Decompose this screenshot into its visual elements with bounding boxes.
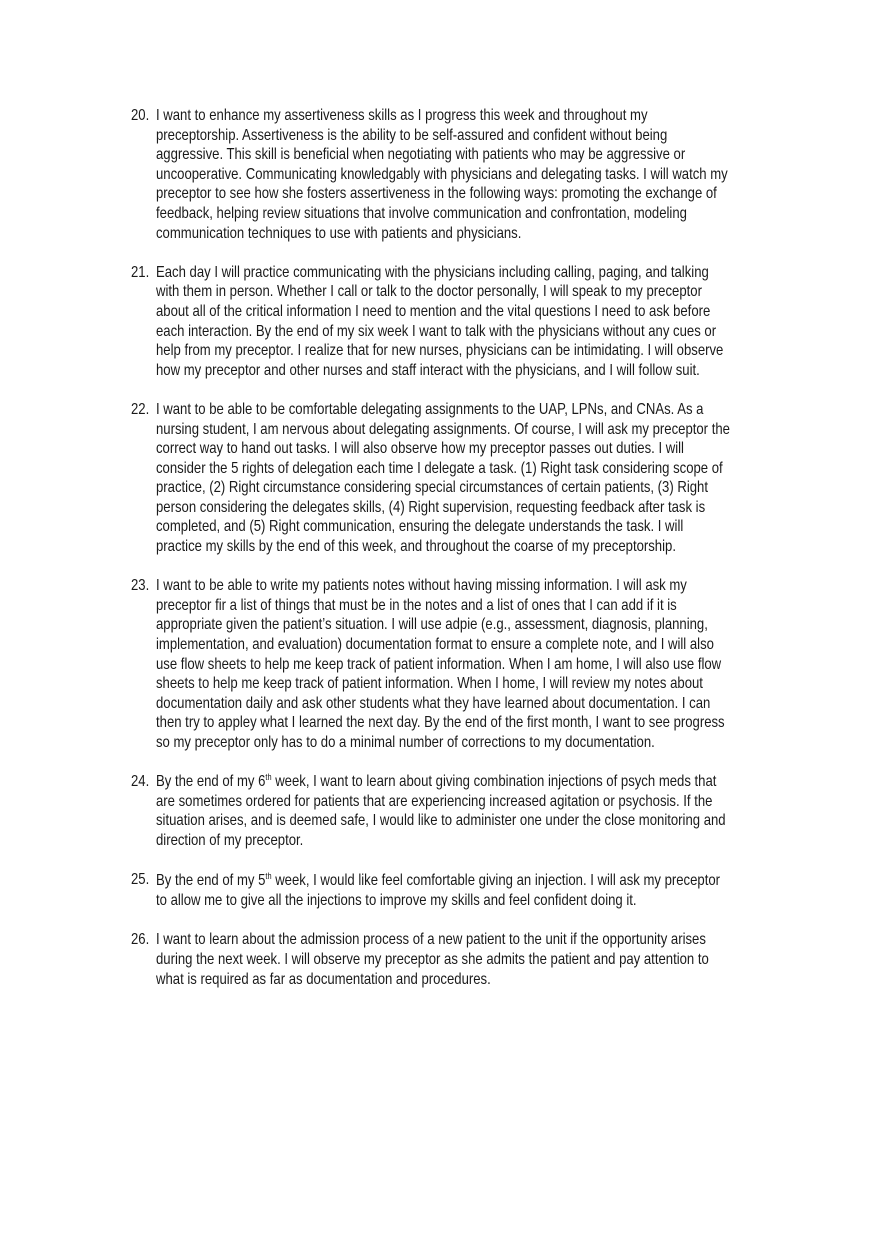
- item-number: 22.: [131, 400, 150, 418]
- item-text-line: consider the 5 rights of delegation each time I delegate a task. (1) Right task considering scope of: [156, 459, 723, 477]
- list-item: [131, 576, 791, 752]
- item-text-line: implementation, and evaluation) documentation format to ensure a complete note, and I will also: [156, 636, 714, 654]
- item-text-line: Each day I will practice communicating with the physicians including calling, paging, and talking: [156, 263, 709, 281]
- item-text-line: I want to learn about the admission process of a new patient to the unit if the opportunity arises: [156, 931, 706, 949]
- item-text-line: nursing student, I am nervous about delegating assignments. Of course, I will ask my preceptor the: [156, 420, 730, 438]
- text-segment: week, I want to learn about giving combination injections of psych meds that: [271, 773, 717, 791]
- item-text-line: situation arises, and is deemed safe, I would like to administer one under the close monitoring and: [156, 812, 726, 830]
- item-text-line: [156, 870, 721, 891]
- item-text-line: sheets to help me keep track of patient information. When I home, I will review my notes about: [156, 675, 703, 693]
- item-text-line: to allow me to give all the injections to improve my skills and feel confident doing it.: [156, 892, 637, 910]
- item-text-line: I want to enhance my assertiveness skills as I progress this week and throughout my: [156, 107, 648, 124]
- item-text-line: during the next week. I will observe my preceptor as she admits the patient and pay attention to: [156, 950, 709, 968]
- item-text-line: preceptor fir a list of things that must be in the notes and a list of ones that I can add if it is: [156, 596, 677, 614]
- text-segment: By the end of my 5: [156, 872, 266, 890]
- numbered-goal-list: [131, 106, 791, 1009]
- text-segment: By the end of my 6: [156, 773, 266, 791]
- item-text-line: uncooperative. Communicating knowledgably with physicians and delegating tasks. I will watch my: [156, 165, 728, 183]
- item-text-line: help from my preceptor. I realize that for new nurses, physicians can be intimidating. I will observe: [156, 342, 724, 360]
- item-text-line: appropriate given the patient’s situation. I will use adpie (e.g., assessment, diagnosis, planning,: [156, 616, 708, 634]
- item-number: 20.: [131, 107, 150, 124]
- list-item: [131, 930, 791, 989]
- item-text-line: preceptorship. Assertiveness is the ability to be self-assured and confident without being: [156, 126, 668, 144]
- ordinal-superscript: th: [265, 871, 272, 882]
- item-text-line: direction of my preceptor.: [156, 831, 304, 849]
- item-number: 26.: [131, 931, 150, 949]
- item-text-line: I want to be able to write my patients notes without having missing information. I will ask my: [156, 577, 687, 595]
- item-text-line: person considering the delegates skills, (4) Right supervision, requesting feedback after task is: [156, 498, 706, 516]
- item-text-line: documentation daily and ask other students what they have learned about documentation. I can: [156, 694, 711, 712]
- item-number: 25.: [131, 871, 150, 889]
- item-text-line: use flow sheets to help me keep track of patient information. When I am home, I will also use flow: [156, 655, 722, 673]
- item-text-line: each interaction. By the end of my six week I want to talk with the physicians without any cues or: [156, 322, 717, 340]
- item-text-line: what is required as far as documentation and procedures.: [156, 970, 491, 988]
- list-item: [131, 106, 791, 243]
- item-text-line: I want to be able to be comfortable delegating assignments to the UAP, LPNs, and CNAs. As a: [156, 400, 704, 418]
- item-text-line: correct way to hand out tasks. I will also observe how my preceptor passes out duties. I will: [156, 440, 684, 458]
- item-text-line: then try to appley what I learned the next day. By the end of the first month, I want to see progress: [156, 714, 725, 732]
- list-item: [131, 263, 791, 381]
- item-number: 24.: [131, 773, 150, 791]
- list-item: [131, 400, 791, 557]
- ordinal-superscript: th: [265, 772, 272, 783]
- item-number: 21.: [131, 263, 150, 281]
- item-text-line: completed, and (5) Right communication, ensuring the delegate understands the task. I will: [156, 518, 684, 536]
- list-item: [131, 870, 791, 911]
- item-text-line: with them in person. Whether I call or talk to the doctor personally, I will speak to my preceptor: [156, 283, 702, 301]
- item-text-line: so my preceptor only has to do a minimal number of corrections to my documentation.: [156, 734, 655, 751]
- item-number: 23.: [131, 577, 150, 595]
- text-segment: week, I would like feel comfortable giving an injection. I will ask my preceptor: [271, 872, 721, 890]
- item-text-line: how my preceptor and other nurses and staff interact with the physicians, and I will follow suit.: [156, 361, 700, 379]
- item-text-line: feedback, helping review situations that involve communication and confrontation, modeling: [156, 204, 687, 222]
- item-text-line: [156, 772, 717, 792]
- item-text-line: aggressive. This skill is beneficial when negotiating with patients who may be aggressive or: [156, 146, 686, 164]
- item-text-line: are sometimes ordered for patients that are experiencing increased agitation or psychosis. If the: [156, 792, 713, 810]
- item-text-line: practice my skills by the end of this week, and throughout the coarse of my preceptorship.: [156, 538, 676, 556]
- item-text-line: preceptor to see how she fosters assertiveness in the following ways: promoting the exchange of: [156, 185, 717, 203]
- list-item: [131, 772, 791, 850]
- item-text-line: practice, (2) Right circumstance considering special circumstances of certain patients, (3) Right: [156, 479, 709, 497]
- item-text-line: about all of the critical information I need to mention and the vital questions I need to ask before: [156, 302, 711, 320]
- item-text-line: communication techniques to use with patients and physicians.: [156, 224, 522, 242]
